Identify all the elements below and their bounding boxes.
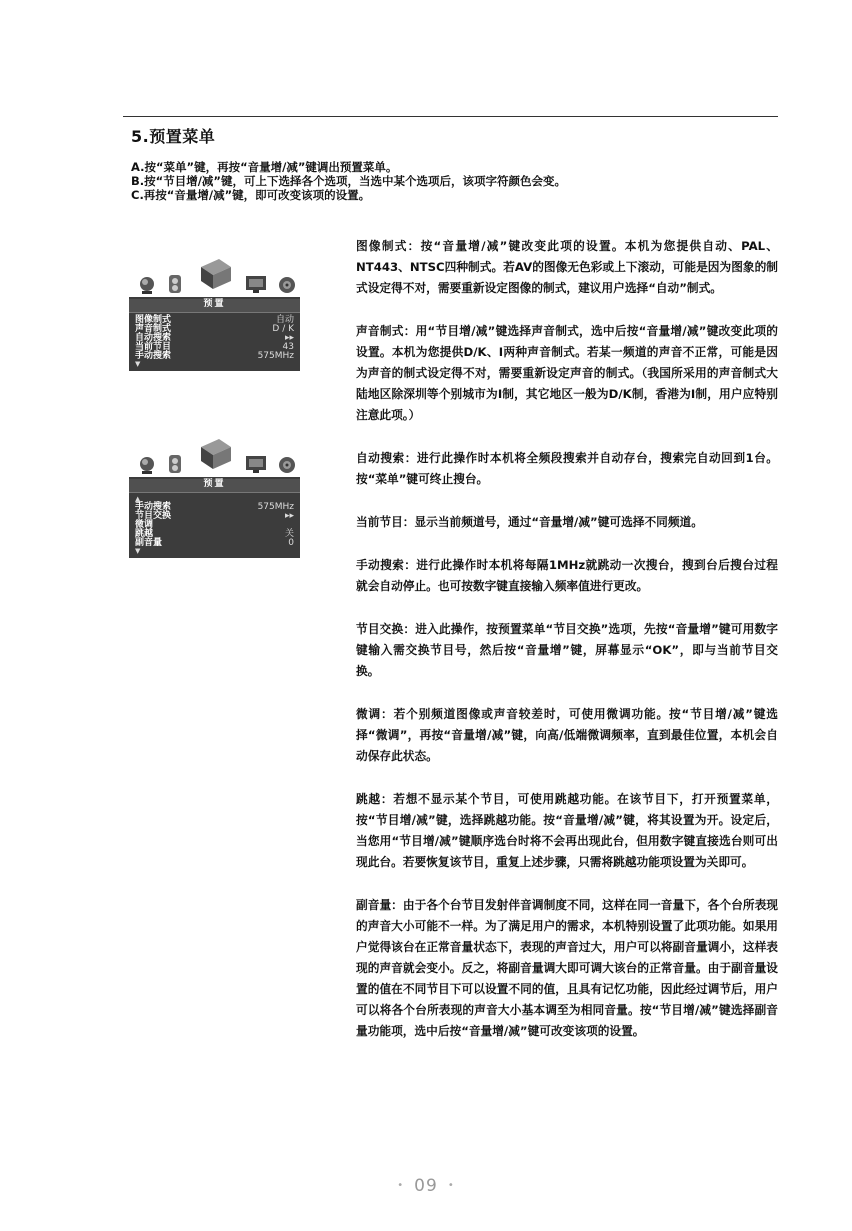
instruction-b: B.按“节目增/减”键，可上下选择各个选项，当选中某个选项后，该项字符颜色会变。 [131, 174, 566, 188]
menu-value: 0 [288, 538, 294, 548]
para-skip: 跳越：若想不显示某个节目，可使用跳越功能。在该节目下，打开预置菜单，按“节目增/减”键，选择跳越功能。按“音量增/减”键，将其设置为开。设定后，当您用“节目增/减”键顺序选台时将不会再出现此台，但用数字键直接选台则可出现此台。若要恢复该节目，重复上述步骤，只需将跳越功能项设置为关即可。 [356, 792, 778, 869]
para-picture-system: 图像制式：按“音量增/减”键改变此项的设置。本机为您提供自动、PAL、NT443、NTSC四种制式。若AV的图像无色彩或上下滚动，可能是因为图象的制式设定得不对，需要重新设定图像的制式，建议用户选择“自动”制式。 [356, 239, 778, 295]
menu-value: 575MHz [257, 351, 294, 361]
page-dot-right: • [447, 1180, 455, 1191]
speaker-icon [277, 455, 297, 475]
picture-icon [137, 455, 157, 475]
screen-icon [245, 274, 267, 294]
instruction-a: A.按“菜单”键，再按“音量增/减”键调出预置菜单。 [131, 160, 398, 174]
preset-icon [199, 257, 233, 291]
para-sub-volume: 副音量：由于各个台节目发射伴音调制度不同，这样在同一音量下，各个台所表现的声音大小可能不一样。为了满足用户的需求，本机特别设置了此项功能。如果用户觉得该台在正常音量状态下，表现的声音过大，用户可以将副音量调小，这样表现的声音就会变小。反之，将副音量调大即可调大该台的正常音量。由于副音量设置的值在不同节目下可以设置不同的值，且具有记忆功能，因此经过调节后，用户可以将各个台所表现的声音大小基本调至为相同音量。按“节目增/减”键选择副音量功能项，选中后按“音量增/减”键可改变该项的设置。 [356, 898, 778, 1038]
menu-label: 副音量 [135, 538, 163, 548]
para-auto-search: 自动搜索：进行此操作时本机将全频段搜索并自动存台，搜索完自动回到1台。按“菜单”键可终止搜台。 [356, 451, 778, 486]
picture-icon [137, 275, 157, 295]
menu-label: 当前节目 [135, 342, 172, 352]
preset-menu-screenshot-2 [129, 437, 300, 558]
scroll-down-arrow: ▼ [135, 547, 141, 555]
menu-value: 关 [284, 529, 294, 539]
menu-icon-bar [129, 437, 300, 477]
para-current-program: 当前节目：显示当前频道号，通过“音量增/减”键可选择不同频道。 [356, 515, 703, 529]
speaker-icon [277, 275, 297, 295]
menu-label: 跳越 [135, 529, 154, 539]
menu-row-manual-search [135, 352, 294, 361]
sound-icon [167, 453, 183, 475]
menu-label: 节目交换 [135, 511, 172, 521]
menu-panel [129, 297, 300, 371]
header-rule [123, 116, 778, 117]
menu-header: 预置 [129, 479, 300, 493]
menu-value: 自动 [275, 315, 294, 325]
para-sound-system: 声音制式：用“节目增/减”键选择声音制式，选中后按“音量增/减”键改变此项的设置。本机为您提供D/K、I两种声音制式。若某一频道的声音不正常，可能是因为声音的制式设定得不对，需要重新设定声音的制式。（我国所采用的声音制式大陆地区除深圳等个别城市为I制，其它地区一般为D/K制，香港为I制，用户应特别注意此项。） [356, 324, 778, 422]
menu-value: 575MHz [257, 502, 294, 512]
scroll-down-arrow: ▼ [135, 360, 141, 368]
menu-panel [129, 477, 300, 558]
section-title: 5.预置菜单 [131, 127, 216, 146]
menu-label: 自动搜索 [135, 333, 172, 343]
description-text [356, 236, 778, 1064]
menu-label: 声音制式 [135, 324, 172, 334]
preset-icon [199, 437, 233, 471]
menu-label: 手动搜索 [135, 351, 172, 361]
menu-icon-bar [129, 257, 300, 297]
preset-menu-screenshot-1 [129, 257, 300, 371]
menu-value: ▸▸ [284, 511, 294, 521]
menu-value: D / K [272, 324, 294, 334]
menu-label: 微调 [135, 520, 154, 530]
menu-header: 预置 [129, 299, 300, 313]
para-program-swap: 节目交换：进入此操作，按预置菜单“节目交换”选项，先按“音量增”键可用数字键输入需交换节目号，然后按“音量增”键，屏幕显示“OK”，即与当前节目交换。 [356, 622, 778, 678]
menu-row-sub-volume [135, 539, 294, 548]
menu-value: 43 [282, 342, 294, 352]
scroll-up-arrow: ▲ [135, 495, 141, 503]
screen-icon [245, 454, 267, 474]
menu-label: 图像制式 [135, 315, 172, 325]
page-number-text: 09 [414, 1176, 438, 1196]
instructions [131, 160, 771, 202]
para-fine-tune: 微调：若个别频道图像或声音较差时，可使用微调功能。按“节目增/减”键选择“微调”，再按“音量增/减”键，向高/低端微调频率，直到最佳位置，本机会自动保存此状态。 [356, 707, 778, 763]
menu-row-fine-tune [135, 521, 294, 530]
menu-value: ▸▸ [284, 333, 294, 343]
page-dot-left: • [397, 1180, 405, 1191]
para-manual-search: 手动搜索：进行此操作时本机将每隔1MHz就跳动一次搜台，搜到台后搜台过程就会自动停止。也可按数字键直接输入频率值进行更改。 [356, 558, 778, 593]
page-number [0, 1176, 852, 1196]
menu-row-program-swap [135, 512, 294, 521]
sound-icon [167, 273, 183, 295]
instruction-c: C.再按“音量增/减”键，即可改变该项的设置。 [131, 188, 371, 202]
menu-label: 手动搜索 [135, 502, 172, 512]
